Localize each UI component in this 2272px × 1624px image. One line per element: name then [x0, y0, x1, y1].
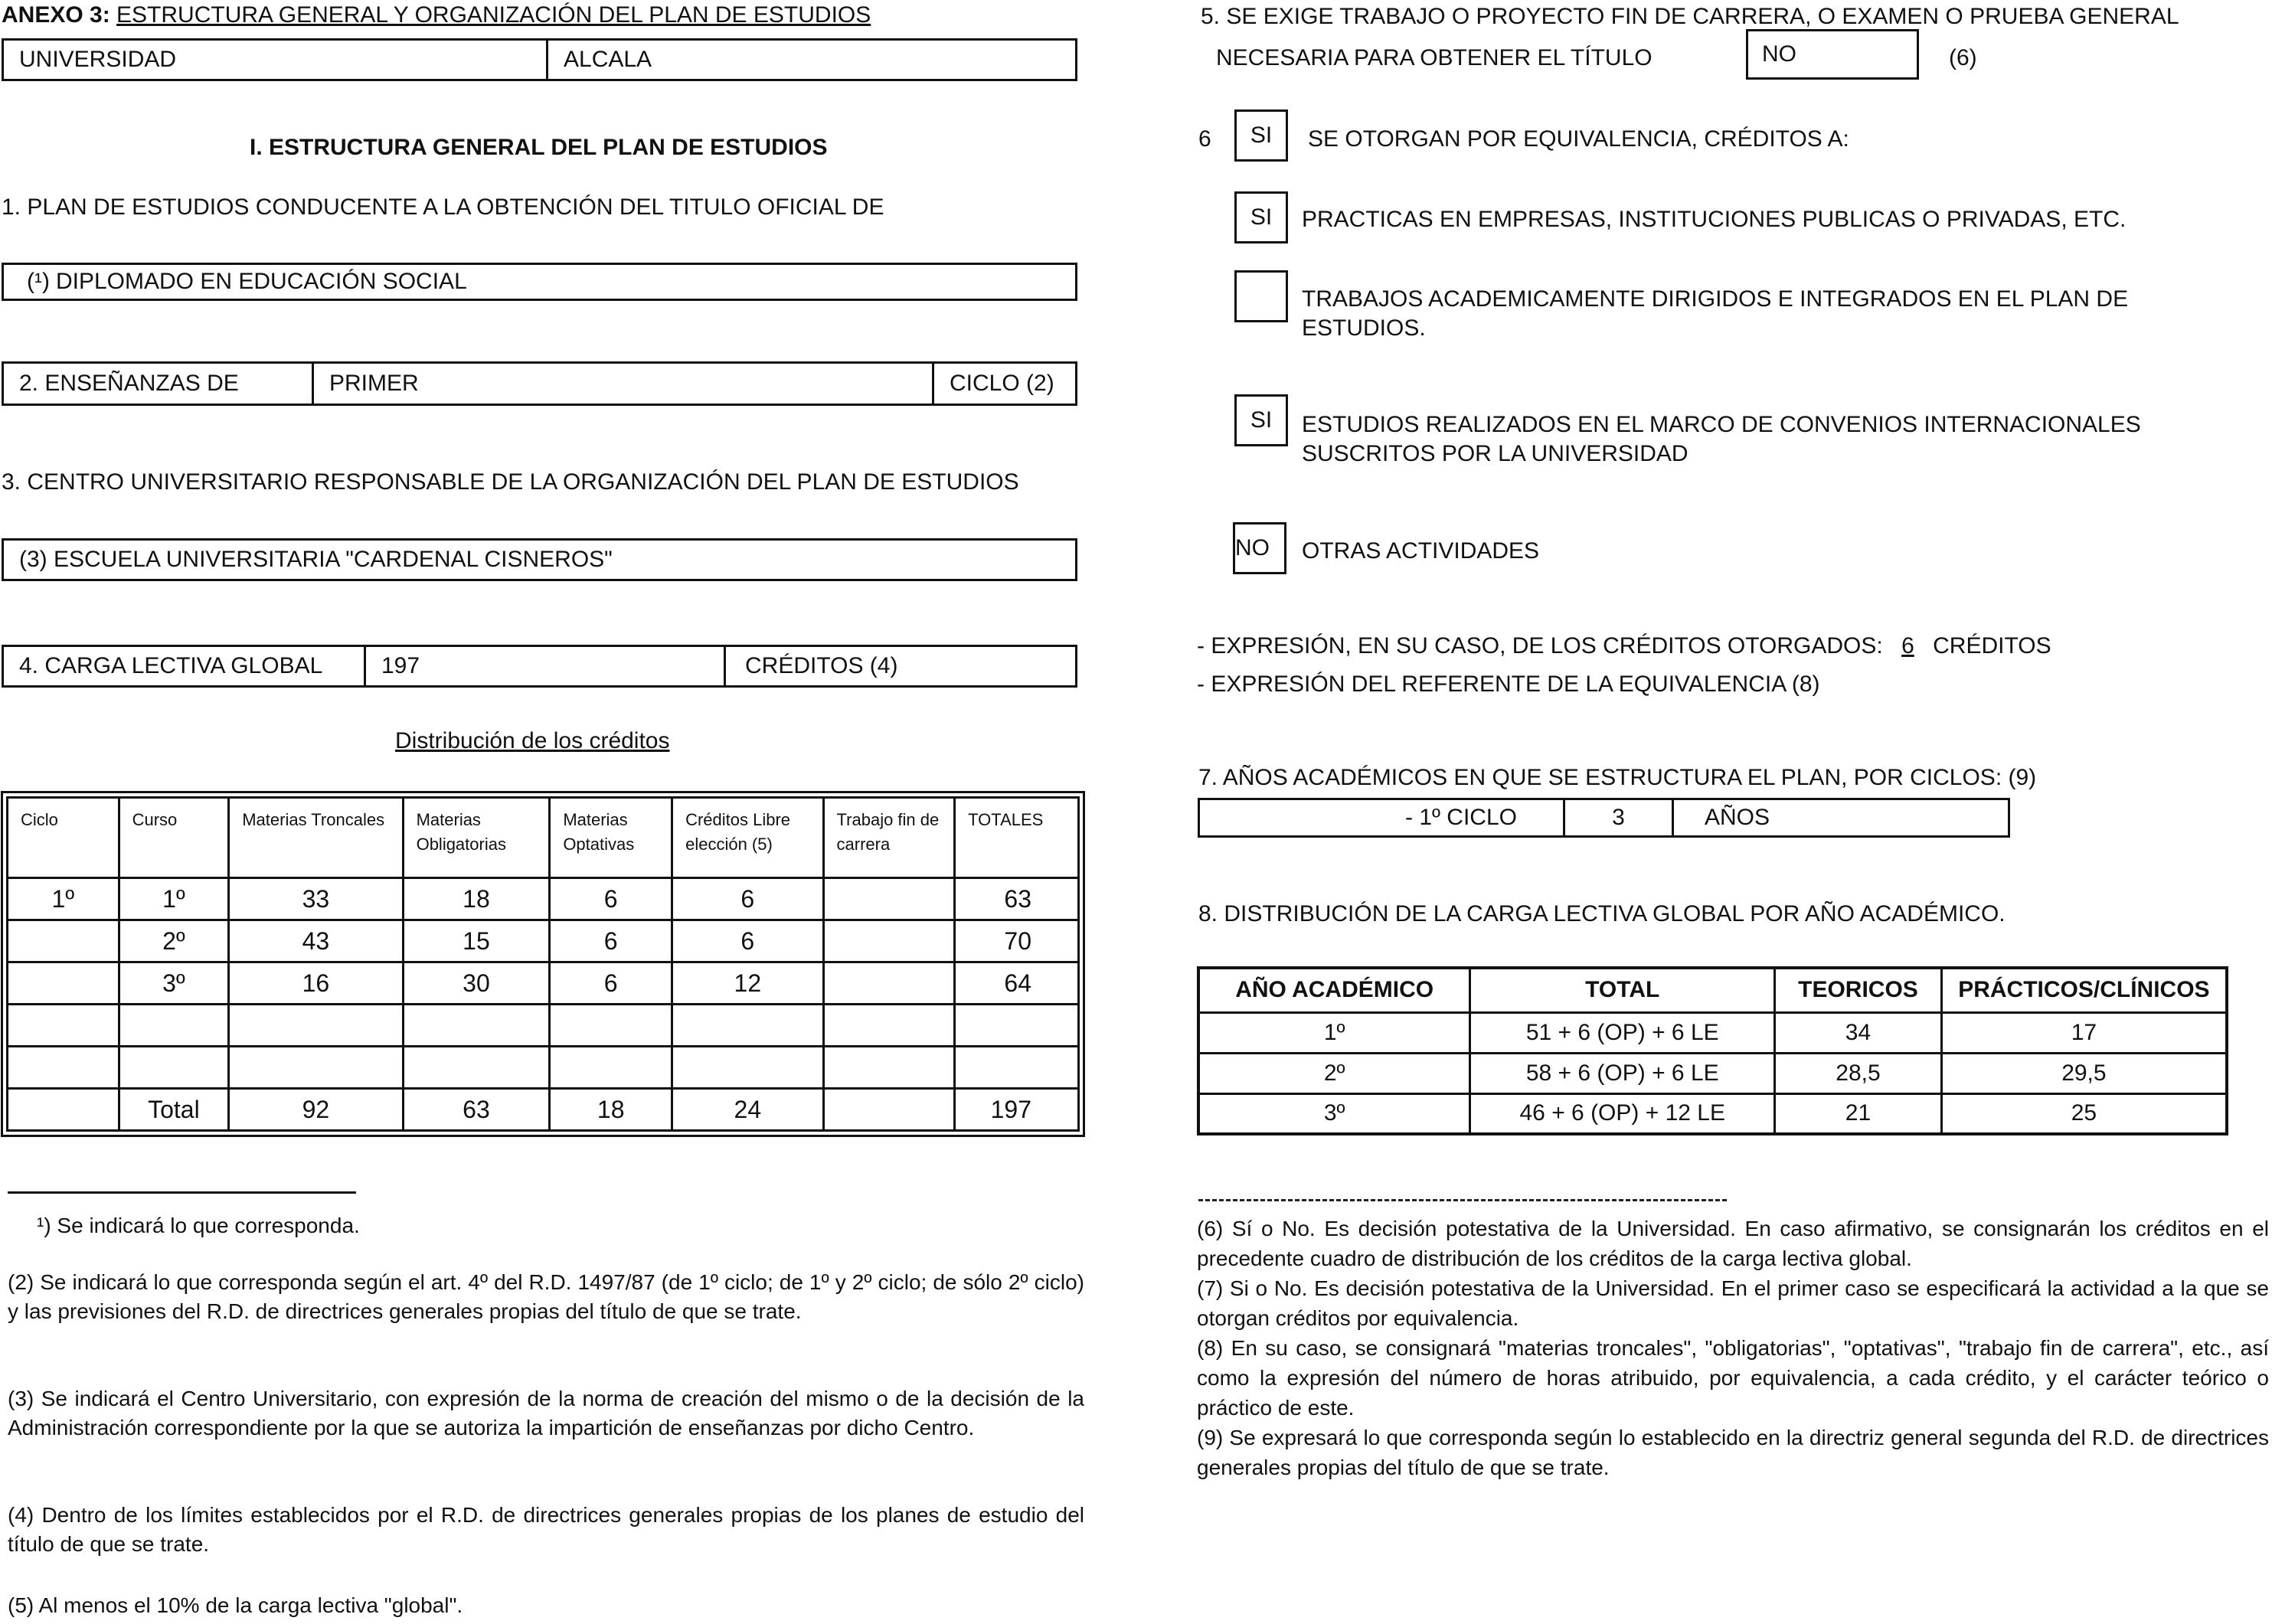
col-curso: Curso: [119, 798, 229, 878]
cell: 33: [229, 878, 403, 920]
cell: 25: [1941, 1093, 2227, 1134]
expression-credits-suffix: CRÉDITOS: [1933, 633, 2051, 658]
cell: 21: [1775, 1093, 1942, 1134]
cell: 6: [550, 920, 672, 962]
cell: [8, 1089, 119, 1131]
cell: [823, 1005, 955, 1047]
cell: 1º: [1198, 1012, 1470, 1053]
annex-title: ESTRUCTURA GENERAL Y ORGANIZACIÓN DEL PLAN DE ESTUDIOS: [116, 2, 871, 28]
col-total: TOTAL: [1470, 968, 1775, 1012]
col-practicos: PRÁCTICOS/CLÍNICOS: [1941, 968, 2227, 1012]
col-academic-year: AÑO ACADÉMICO: [1198, 968, 1470, 1012]
cell: 2º: [119, 920, 229, 962]
option-otras-checkbox[interactable]: NO: [1233, 522, 1286, 574]
table-row: [1198, 1012, 2227, 1053]
expression-credits: [1197, 632, 2051, 660]
footnote-8: (8) En su caso, se consignará "materias troncales", "obligatorias", "optativas", "trabajo fin de carrera", etc., así como la expresión del número de horas atribuido, por equivalencia, a cada crédito, y el carácter teórico o práctico de este.: [1197, 1336, 2269, 1420]
footnote-ref-1: (¹): [27, 269, 50, 294]
item6-label: SE OTORGAN POR EQUIVALENCIA, CRÉDITOS A:: [1308, 126, 1849, 152]
yearly-load-table: [1197, 966, 2228, 1135]
item3-label: 3. CENTRO UNIVERSITARIO RESPONSABLE DE LA ORGANIZACIÓN DEL PLAN DE ESTUDIOS: [2, 469, 1019, 495]
item7-label: 7. AÑOS ACADÉMICOS EN QUE SE ESTRUCTURA EL PLAN, POR CICLOS: (9): [1198, 765, 2037, 790]
table-row: [8, 1005, 1079, 1047]
cell: [823, 920, 955, 962]
global-load-value[interactable]: 197: [364, 647, 724, 685]
footnote-3: (3) Se indicará el Centro Universitario, con expresión de la norma de creación del mismo o de la decisión de la Administración correspondiente por la que se autoriza la impartición de enseñanzas por dicho Centro.: [8, 1387, 1084, 1439]
item8-label: 8. DISTRIBUCIÓN DE LA CARGA LECTIVA GLOBAL POR AÑO ACADÉMICO.: [1198, 901, 2006, 926]
cell: 63: [403, 1089, 550, 1131]
cell: 6: [672, 878, 823, 920]
cell: 58 + 6 (OP) + 6 LE: [1470, 1053, 1775, 1093]
teaching-value[interactable]: PRIMER: [312, 364, 932, 404]
degree-title-value: DIPLOMADO EN EDUCACIÓN SOCIAL: [55, 269, 467, 294]
cell: 51 + 6 (OP) + 6 LE: [1470, 1012, 1775, 1053]
footnote-9: (9) Se expresará lo que corresponda según lo establecido en la directriz general segunda del R.D. de directrices generales propias del título de que se trate.: [1197, 1426, 2269, 1479]
cell: 30: [403, 962, 550, 1005]
footnote-6: (6) Sí o No. Es decisión potestativa de la Universidad. En caso afirmativo, se consignarán los créditos en el precedente cuadro de distribución de los créditos de la carga lectiva global.: [1197, 1217, 2269, 1270]
cell: 18: [550, 1089, 672, 1131]
cell: 6: [672, 920, 823, 962]
footnote-separator-right: [1198, 1199, 1727, 1201]
table-row: [8, 920, 1079, 962]
expression-credits-prefix: - EXPRESIÓN, EN SU CASO, DE LOS CRÉDITOS OTORGADOS:: [1197, 633, 1883, 658]
cell: [823, 962, 955, 1005]
global-load-label: 4. CARGA LECTIVA GLOBAL: [19, 653, 323, 678]
cell: [403, 1047, 550, 1089]
global-load-field: [2, 645, 1077, 688]
cell: 18: [403, 878, 550, 920]
cell: [119, 1005, 229, 1047]
cell: [8, 920, 119, 962]
cell: [229, 1005, 403, 1047]
cell: 29,5: [1941, 1053, 2227, 1093]
university-label: UNIVERSIDAD: [19, 47, 177, 72]
footnote-4: (4) Dentro de los límites establecidos por el R.D. de directrices generales propias de los planes de estudio del título de que se trate.: [8, 1503, 1084, 1556]
col-ciclo: Ciclo: [8, 798, 119, 878]
footnote-ref-6: (6): [1949, 45, 1977, 70]
cell: 46 + 6 (OP) + 12 LE: [1470, 1093, 1775, 1134]
cell: [229, 1047, 403, 1089]
table-row: [1198, 1093, 2227, 1134]
col-trabajo-fin: Trabajo fin de carrera: [823, 798, 955, 878]
final-project-field[interactable]: [1746, 29, 1919, 80]
table-total-row: [8, 1089, 1079, 1131]
center-value: (3) ESCUELA UNIVERSITARIA "CARDENAL CISNEROS": [19, 547, 613, 572]
option-practicas-label: PRACTICAS EN EMPRESAS, INSTITUCIONES PUBLICAS O PRIVADAS, ETC.: [1302, 207, 2127, 232]
cell: 28,5: [1775, 1053, 1942, 1093]
cell: 17: [1941, 1012, 2227, 1053]
years-unit: AÑOS: [1672, 800, 2008, 835]
item5-line2: NECESARIA PARA OBTENER EL TÍTULO: [1216, 45, 1653, 70]
footnote-separator: [8, 1191, 356, 1194]
cell: 2º: [1198, 1053, 1470, 1093]
cell: 64: [955, 962, 1079, 1005]
footnote-2: (2) Se indicará lo que corresponda según el art. 4º del R.D. 1497/87 (de 1º ciclo; de 1º y 2º ciclo; de sólo 2º ciclo) y las previsiones del R.D. de directrices generales propias del título de que se trate.: [8, 1270, 1084, 1323]
item5-line1: 5. SE EXIGE TRABAJO O PROYECTO FIN DE CARRERA, O EXAMEN O PRUEBA GENERAL: [1201, 4, 2179, 29]
col-obligatorias: Materias Obligatorias: [403, 798, 550, 878]
cell: 1º: [119, 878, 229, 920]
cell: 1º: [8, 878, 119, 920]
footnote-7: (7) Si o No. Es decisión potestativa de la Universidad. En el primer caso se especificará la actividad a la que se otorgan créditos por equivalencia.: [1197, 1276, 2269, 1330]
cell: [955, 1005, 1079, 1047]
cell: [955, 1047, 1079, 1089]
cell: [550, 1005, 672, 1047]
table-row: [1198, 1053, 2227, 1093]
table-row: [8, 962, 1079, 1005]
table-header-row: [8, 798, 1079, 878]
cell: 197: [955, 1089, 1079, 1131]
cell: 24: [672, 1089, 823, 1131]
degree-title-field[interactable]: [2, 263, 1077, 301]
years-value[interactable]: 3: [1563, 800, 1672, 835]
university-field: [2, 38, 1077, 81]
table-row: [8, 1047, 1079, 1089]
teaching-suffix: CICLO (2): [932, 364, 1075, 404]
years-per-cycle-field: [1198, 798, 2010, 838]
col-teoricos: TEORICOS: [1775, 968, 1942, 1012]
teaching-label: 2. ENSEÑANZAS DE: [19, 371, 239, 396]
cell: Total: [119, 1089, 229, 1131]
cycle-label: - 1º CICLO: [1405, 805, 1517, 830]
table-header-row: [1198, 968, 2227, 1012]
footnote-5: (5) Al menos el 10% de la carga lectiva "global".: [8, 1593, 463, 1617]
table-row: [8, 878, 1079, 920]
cell: [823, 1089, 955, 1131]
cell: [119, 1047, 229, 1089]
cell: 12: [672, 962, 823, 1005]
cell: [8, 962, 119, 1005]
option-convenios-label: ESTUDIOS REALIZADOS EN EL MARCO DE CONVENIOS INTERNACIONALES SUSCRITOS POR LA UNIVERSIDAD: [1302, 412, 2141, 466]
annex-header: [2, 2, 871, 29]
cell: [672, 1005, 823, 1047]
cell: 3º: [1198, 1093, 1470, 1134]
col-optativas: Materias Optativas: [550, 798, 672, 878]
global-load-suffix: CRÉDITOS (4): [724, 647, 1075, 685]
col-totales: TOTALES: [955, 798, 1079, 878]
option-trabajos-checkbox[interactable]: [1234, 270, 1288, 322]
cell: 15: [403, 920, 550, 962]
equivalence-checkbox[interactable]: SI: [1234, 109, 1288, 162]
section-title: I. ESTRUCTURA GENERAL DEL PLAN DE ESTUDIOS: [250, 135, 828, 160]
cell: 6: [550, 878, 672, 920]
credits-distribution-table: [6, 796, 1080, 1132]
annex-label: ANEXO 3:: [2, 2, 110, 28]
expression-credits-value[interactable]: 6: [1901, 633, 1914, 658]
cell: 3º: [119, 962, 229, 1005]
cell: 6: [550, 962, 672, 1005]
cell: 70: [955, 920, 1079, 962]
distribution-title: Distribución de los créditos: [395, 728, 670, 753]
cell: [8, 1047, 119, 1089]
option-convenios-checkbox[interactable]: SI: [1234, 394, 1288, 446]
col-libre-eleccion: Créditos Libre elección (5): [672, 798, 823, 878]
option-practicas-checkbox[interactable]: SI: [1234, 191, 1288, 243]
cell: 34: [1775, 1012, 1942, 1053]
item1-label: 1. PLAN DE ESTUDIOS CONDUCENTE A LA OBTENCIÓN DEL TITULO OFICIAL DE: [2, 194, 884, 220]
teaching-cycle-field: [2, 361, 1077, 406]
cell: [823, 878, 955, 920]
cell: 92: [229, 1089, 403, 1131]
option-trabajos-label: TRABAJOS ACADEMICAMENTE DIRIGIDOS E INTEGRADOS EN EL PLAN DE ESTUDIOS.: [1302, 286, 2129, 341]
center-field[interactable]: [2, 538, 1077, 581]
cell: 16: [229, 962, 403, 1005]
expression-referent: - EXPRESIÓN DEL REFERENTE DE LA EQUIVALENCIA (8): [1197, 671, 1820, 697]
option-otras-label: OTRAS ACTIVIDADES: [1302, 538, 1540, 564]
cell: [403, 1005, 550, 1047]
col-troncales: Materias Troncales: [229, 798, 403, 878]
final-project-value: NO: [1762, 41, 1796, 67]
cell: [823, 1047, 955, 1089]
university-value[interactable]: ALCALA: [546, 41, 1075, 79]
footnote-1: ¹) Se indicará lo que corresponda.: [37, 1214, 360, 1237]
cell: 43: [229, 920, 403, 962]
cell: 63: [955, 878, 1079, 920]
cell: [672, 1047, 823, 1089]
cell: [8, 1005, 119, 1047]
cell: [550, 1047, 672, 1089]
item6-number: 6: [1198, 126, 1211, 152]
